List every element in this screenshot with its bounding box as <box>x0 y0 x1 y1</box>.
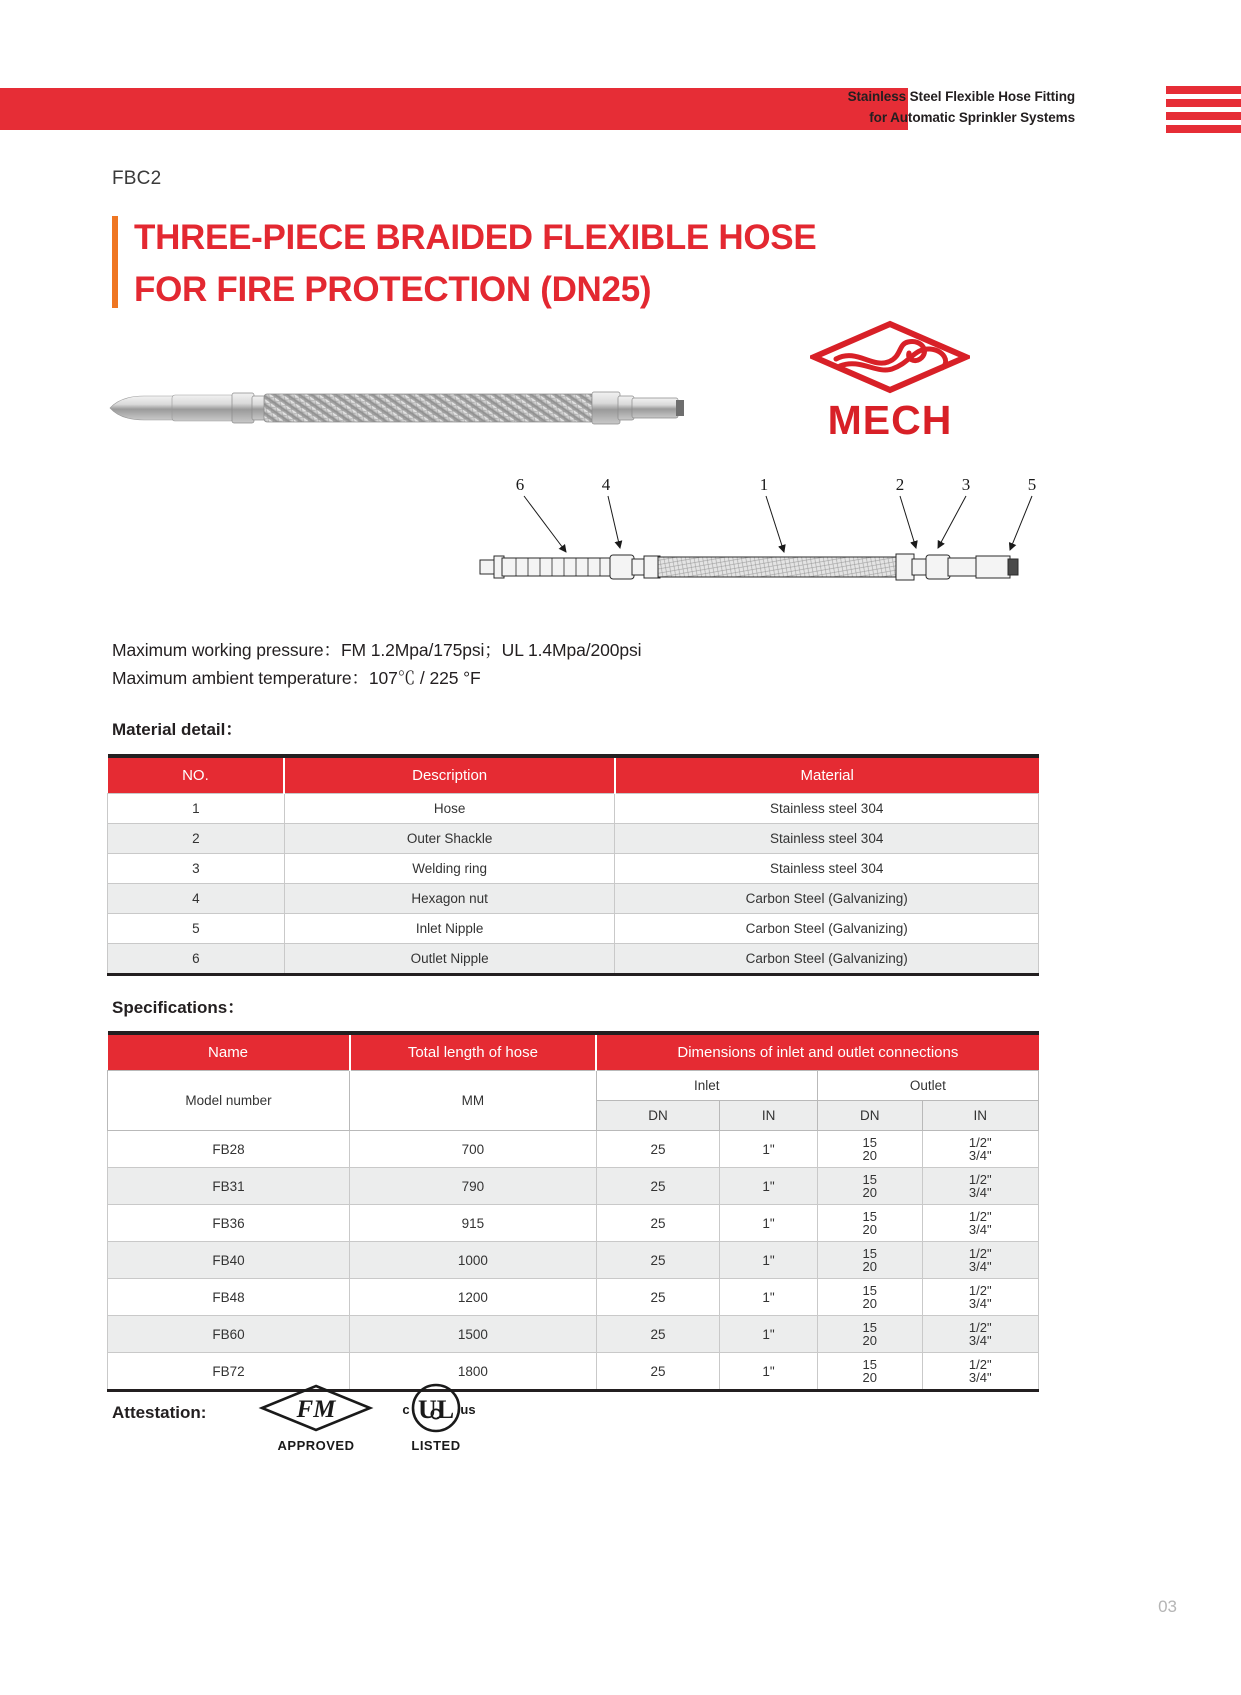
spec-inlet-in: 1" <box>720 1131 818 1168</box>
material-no: 6 <box>108 944 285 975</box>
spec-outlet-in <box>922 1205 1038 1242</box>
leader-line-6 <box>524 496 566 552</box>
max-working-pressure: Maximum working pressure：FM 1.2Mpa/175psi；UL 1.4Mpa/200psi <box>112 640 642 660</box>
spec-outlet-in-1: 1/2" <box>968 1320 992 1335</box>
spec-col-mm: MM <box>350 1071 597 1131</box>
stripe-3 <box>1166 112 1241 120</box>
leader-line-1 <box>766 496 784 552</box>
spec-outlet-in-2: 3/4" <box>968 1259 992 1274</box>
spec-model: FB72 <box>108 1353 350 1391</box>
material-col-no: NO. <box>108 756 285 794</box>
spec-outlet-dn-2: 20 <box>862 1296 877 1311</box>
spec-inlet-in: 1" <box>720 1205 818 1242</box>
table-row <box>108 824 1039 854</box>
spec-outlet-in-1: 1/2" <box>968 1135 992 1150</box>
table-row <box>108 1316 1039 1353</box>
spec-model: FB60 <box>108 1316 350 1353</box>
spec-col-model-number: Model number <box>108 1071 350 1131</box>
spec-outlet-dn <box>817 1205 922 1242</box>
spec-model: FB31 <box>108 1168 350 1205</box>
page-number: 03 <box>1158 1597 1177 1616</box>
spec-mm: 1500 <box>350 1316 597 1353</box>
spec-outlet-in <box>922 1242 1038 1279</box>
spec-model: FB28 <box>108 1131 350 1168</box>
table-row <box>108 914 1039 944</box>
fm-caption: APPROVED <box>277 1438 355 1453</box>
spec-inlet-in: 1" <box>720 1279 818 1316</box>
callout-number-1: 1 <box>759 475 769 494</box>
specifications-label: Specifications： <box>112 998 245 1017</box>
spec-outlet-in-1: 1/2" <box>968 1172 992 1187</box>
leader-line-4 <box>608 496 620 548</box>
spec-mm: 915 <box>350 1205 597 1242</box>
spec-inlet-dn: 25 <box>596 1242 720 1279</box>
material-value: Stainless steel 304 <box>615 854 1039 884</box>
spec-outlet-in-2: 3/4" <box>968 1333 992 1348</box>
material-no: 3 <box>108 854 285 884</box>
spec-inlet-in: 1" <box>720 1168 818 1205</box>
spec-col-inlet: Inlet <box>596 1071 817 1101</box>
table-row <box>108 884 1039 914</box>
spec-mm: 790 <box>350 1168 597 1205</box>
material-no: 4 <box>108 884 285 914</box>
spec-inlet-dn: 25 <box>596 1279 720 1316</box>
spec-outlet-dn-2: 20 <box>862 1370 877 1385</box>
spec-outlet-in <box>922 1316 1038 1353</box>
spec-outlet-in <box>922 1353 1038 1391</box>
header-subtitle-line1: Stainless Steel Flexible Hose Fitting <box>847 89 1075 104</box>
spec-outlet-in-2: 3/4" <box>968 1185 992 1200</box>
ul-prefix: c <box>402 1402 410 1417</box>
max-ambient-temperature: Maximum ambient temperature：107℃ / 225 °F <box>112 668 481 688</box>
material-value: Carbon Steel (Galvanizing) <box>615 914 1039 944</box>
material-detail-label: Material detail： <box>112 720 243 739</box>
table-row <box>108 1205 1039 1242</box>
table-row <box>108 1353 1039 1391</box>
spec-outlet-in-2: 3/4" <box>968 1148 992 1163</box>
spec-outlet-dn <box>817 1242 922 1279</box>
table-row <box>108 1279 1039 1316</box>
spec-outlet-dn <box>817 1353 922 1391</box>
stripe-4 <box>1166 125 1241 133</box>
stripe-2 <box>1166 99 1241 107</box>
material-detail-table <box>107 754 1039 976</box>
page-header <box>0 88 1241 130</box>
material-description: Hexagon nut <box>284 884 615 914</box>
table-row <box>108 1131 1039 1168</box>
material-col-description: Description <box>284 756 615 794</box>
spec-inlet-dn: 25 <box>596 1316 720 1353</box>
spec-outlet-dn-1: 15 <box>862 1357 877 1372</box>
spec-outlet-dn-1: 15 <box>862 1246 877 1261</box>
spec-col-inlet-dn: DN <box>596 1101 720 1131</box>
spec-model: FB48 <box>108 1279 350 1316</box>
header-subtitle-line2: for Automatic Sprinkler Systems <box>869 110 1075 125</box>
page-title <box>112 212 962 316</box>
spec-model: FB40 <box>108 1242 350 1279</box>
spec-outlet-in-2: 3/4" <box>968 1296 992 1311</box>
ul-suffix: us <box>460 1402 476 1417</box>
spec-outlet-in <box>922 1279 1038 1316</box>
header-stripes-decoration <box>1166 86 1241 133</box>
spec-outlet-dn-2: 20 <box>862 1185 877 1200</box>
spec-col-total-length: Total length of hose <box>350 1033 597 1071</box>
mech-diamond-icon <box>810 318 970 396</box>
material-description: Welding ring <box>284 854 615 884</box>
spec-outlet-dn-1: 15 <box>862 1209 877 1224</box>
material-description: Outer Shackle <box>284 824 615 854</box>
spec-outlet-in-1: 1/2" <box>968 1357 992 1372</box>
specifications-table <box>107 1031 1039 1392</box>
spec-inlet-dn: 25 <box>596 1131 720 1168</box>
table-row <box>108 794 1039 824</box>
header-subtitle <box>760 86 1075 128</box>
spec-outlet-dn-2: 20 <box>862 1222 877 1237</box>
attestation-label: Attestation: <box>112 1403 207 1422</box>
spec-inlet-in: 1" <box>720 1353 818 1391</box>
callout-number-3: 5 <box>1027 475 1037 494</box>
title-accent-rule <box>112 216 118 308</box>
spec-outlet-dn-2: 20 <box>862 1259 877 1274</box>
spec-outlet-in <box>922 1168 1038 1205</box>
spec-col-dimensions: Dimensions of inlet and outlet connections <box>596 1033 1038 1071</box>
spec-outlet-in-1: 1/2" <box>968 1246 992 1261</box>
material-description: Outlet Nipple <box>284 944 615 975</box>
spec-outlet-in-1: 1/2" <box>968 1283 992 1298</box>
fm-mark: FM <box>296 1396 336 1423</box>
spec-inlet-in: 1" <box>720 1242 818 1279</box>
material-value: Stainless steel 304 <box>615 794 1039 824</box>
spec-col-outlet-in: IN <box>922 1101 1038 1131</box>
material-col-material: Material <box>615 756 1039 794</box>
spec-mm: 700 <box>350 1131 597 1168</box>
table-row <box>108 1168 1039 1205</box>
spec-model: FB36 <box>108 1205 350 1242</box>
spec-outlet-in-1: 1/2" <box>968 1209 992 1224</box>
spec-mm: 1000 <box>350 1242 597 1279</box>
ul-mark: UL <box>417 1395 455 1424</box>
material-value: Carbon Steel (Galvanizing) <box>615 944 1039 975</box>
spec-outlet-dn <box>817 1168 922 1205</box>
ul-caption: LISTED <box>411 1438 461 1453</box>
material-description: Inlet Nipple <box>284 914 615 944</box>
table-row <box>108 1242 1039 1279</box>
material-description: Hose <box>284 794 615 824</box>
spec-outlet-in-2: 3/4" <box>968 1370 992 1385</box>
table-row <box>108 854 1039 884</box>
spec-outlet-dn <box>817 1131 922 1168</box>
product-title-line1: THREE-PIECE BRAIDED FLEXIBLE HOSE <box>134 218 817 257</box>
callout-number-2: 2 <box>895 475 905 494</box>
material-value: Stainless steel 304 <box>615 824 1039 854</box>
material-no: 5 <box>108 914 285 944</box>
spec-col-outlet-dn: DN <box>817 1101 922 1131</box>
stripe-1 <box>1166 86 1241 94</box>
table-row <box>108 944 1039 975</box>
brand-logo <box>800 318 980 444</box>
spec-outlet-dn-1: 15 <box>862 1320 877 1335</box>
spec-inlet-dn: 25 <box>596 1168 720 1205</box>
leader-line-5 <box>938 496 966 548</box>
fm-approved-icon <box>262 1386 370 1453</box>
spec-outlet-dn-1: 15 <box>862 1172 877 1187</box>
spec-mm: 1200 <box>350 1279 597 1316</box>
spec-inlet-dn: 25 <box>596 1353 720 1391</box>
leader-line-2 <box>900 496 916 548</box>
material-no: 2 <box>108 824 285 854</box>
callout-number-5: 3 <box>961 475 971 494</box>
spec-outlet-dn-2: 20 <box>862 1333 877 1348</box>
spec-outlet-dn-1: 15 <box>862 1135 877 1150</box>
spec-col-inlet-in: IN <box>720 1101 818 1131</box>
spec-col-name: Name <box>108 1033 350 1071</box>
product-title-line2: FOR FIRE PROTECTION (DN25) <box>134 270 652 309</box>
spec-outlet-in <box>922 1131 1038 1168</box>
spec-mm: 1800 <box>350 1353 597 1391</box>
spec-col-outlet: Outlet <box>817 1071 1038 1101</box>
spec-outlet-dn <box>817 1279 922 1316</box>
spec-inlet-in: 1" <box>720 1316 818 1353</box>
component-diagram <box>470 460 1090 600</box>
product-photo <box>104 372 704 442</box>
spec-inlet-dn: 25 <box>596 1205 720 1242</box>
material-no: 1 <box>108 794 285 824</box>
spec-outlet-dn <box>817 1316 922 1353</box>
spec-outlet-in-2: 3/4" <box>968 1222 992 1237</box>
callout-number-6: 6 <box>515 475 525 494</box>
attestation-logos <box>258 1378 518 1468</box>
ul-listed-icon <box>402 1385 475 1453</box>
leader-line-3 <box>1010 496 1032 550</box>
spec-outlet-dn-2: 20 <box>862 1148 877 1163</box>
spec-outlet-dn-1: 15 <box>862 1283 877 1298</box>
brand-name: MECH <box>827 397 953 443</box>
callout-number-4: 4 <box>601 475 611 494</box>
material-value: Carbon Steel (Galvanizing) <box>615 884 1039 914</box>
product-code: FBC2 <box>112 168 162 189</box>
